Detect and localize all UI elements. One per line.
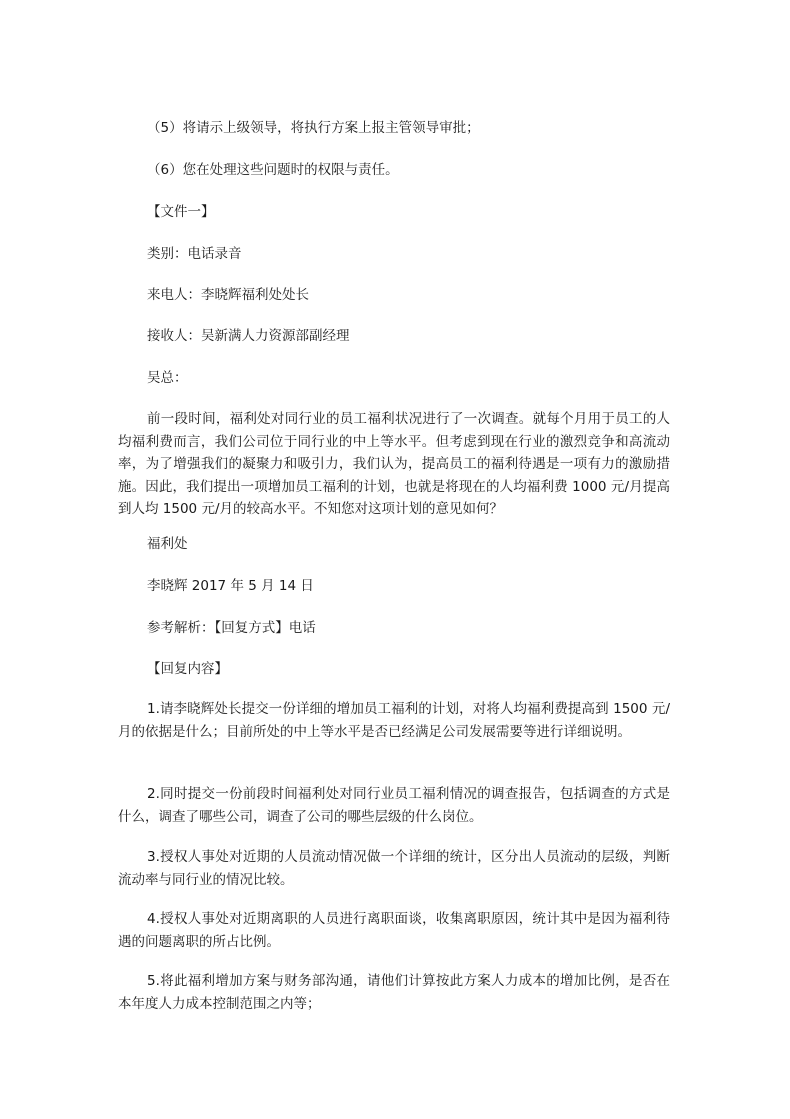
reply-point: 5.将此福利增加方案与财务部沟通，请他们计算按此方案人力成本的增加比例，是否在本年度人力成本控制范围之内等； — [118, 973, 670, 1012]
salutation: 吴总： — [147, 370, 188, 386]
document-body: 前一段时间，福利处对同行业的员工福利状况进行了一次调查。就每个月用于员工的人均福利费而言，我们公司位于同行业的中上等水平。但考虑到现在行业的激烈竞争和高流动率，为了增强我们的凝聚力和吸引力，我们认为，提高员工的福利待遇是一项有力的激励措施。因此，我们提出一项增加员工福利的计划，也就是将现在的人均福利费 1000 元/月提高到人均 1500 元/月的较高水平。不知您对这项计划的意见如何？ — [118, 411, 670, 517]
document-receiver: 接收人：吴新满人力资源部副经理 — [147, 328, 350, 344]
document-heading: 【文件一】 — [147, 204, 215, 220]
signature-department: 福利处 — [147, 536, 188, 552]
reply-point: 3.授权人事处对近期的人员流动情况做一个详细的统计，区分出人员流动的层级，判断流动率与同行业的情况比较。 — [118, 849, 670, 888]
document-caller: 来电人：李晓辉福利处处长 — [147, 287, 309, 303]
reply-point: 1.请李晓辉处长提交一份详细的增加员工福利的计划，对将人均福利费提高到 1500 元/月的依据是什么；目前所处的中上等水平是否已经满足公司发展需要等进行详细说明。 — [118, 701, 670, 740]
document-category: 类别：电话录音 — [147, 246, 242, 262]
reply-point: 2.同时提交一份前段时间福利处对同行业员工福利情况的调查报告，包括调查的方式是什么，调查了哪些公司，调查了公司的哪些层级的什么岗位。 — [118, 786, 670, 825]
signature-name-date: 李晓辉 2017 年 5 月 14 日 — [147, 578, 314, 594]
reply-content-heading: 【回复内容】 — [147, 661, 228, 677]
item-5: （5）将请示上级领导，将执行方案上报主管领导审批； — [147, 120, 480, 136]
analysis-label: 参考解析：【回复方式】电话 — [147, 620, 316, 636]
reply-point: 4.授权人事处对近期离职的人员进行离职面谈，收集离职原因，统计其中是因为福利待遇的问题离职的所占比例。 — [118, 911, 670, 950]
item-6: （6）您在处理这些问题时的权限与责任。 — [147, 162, 399, 178]
